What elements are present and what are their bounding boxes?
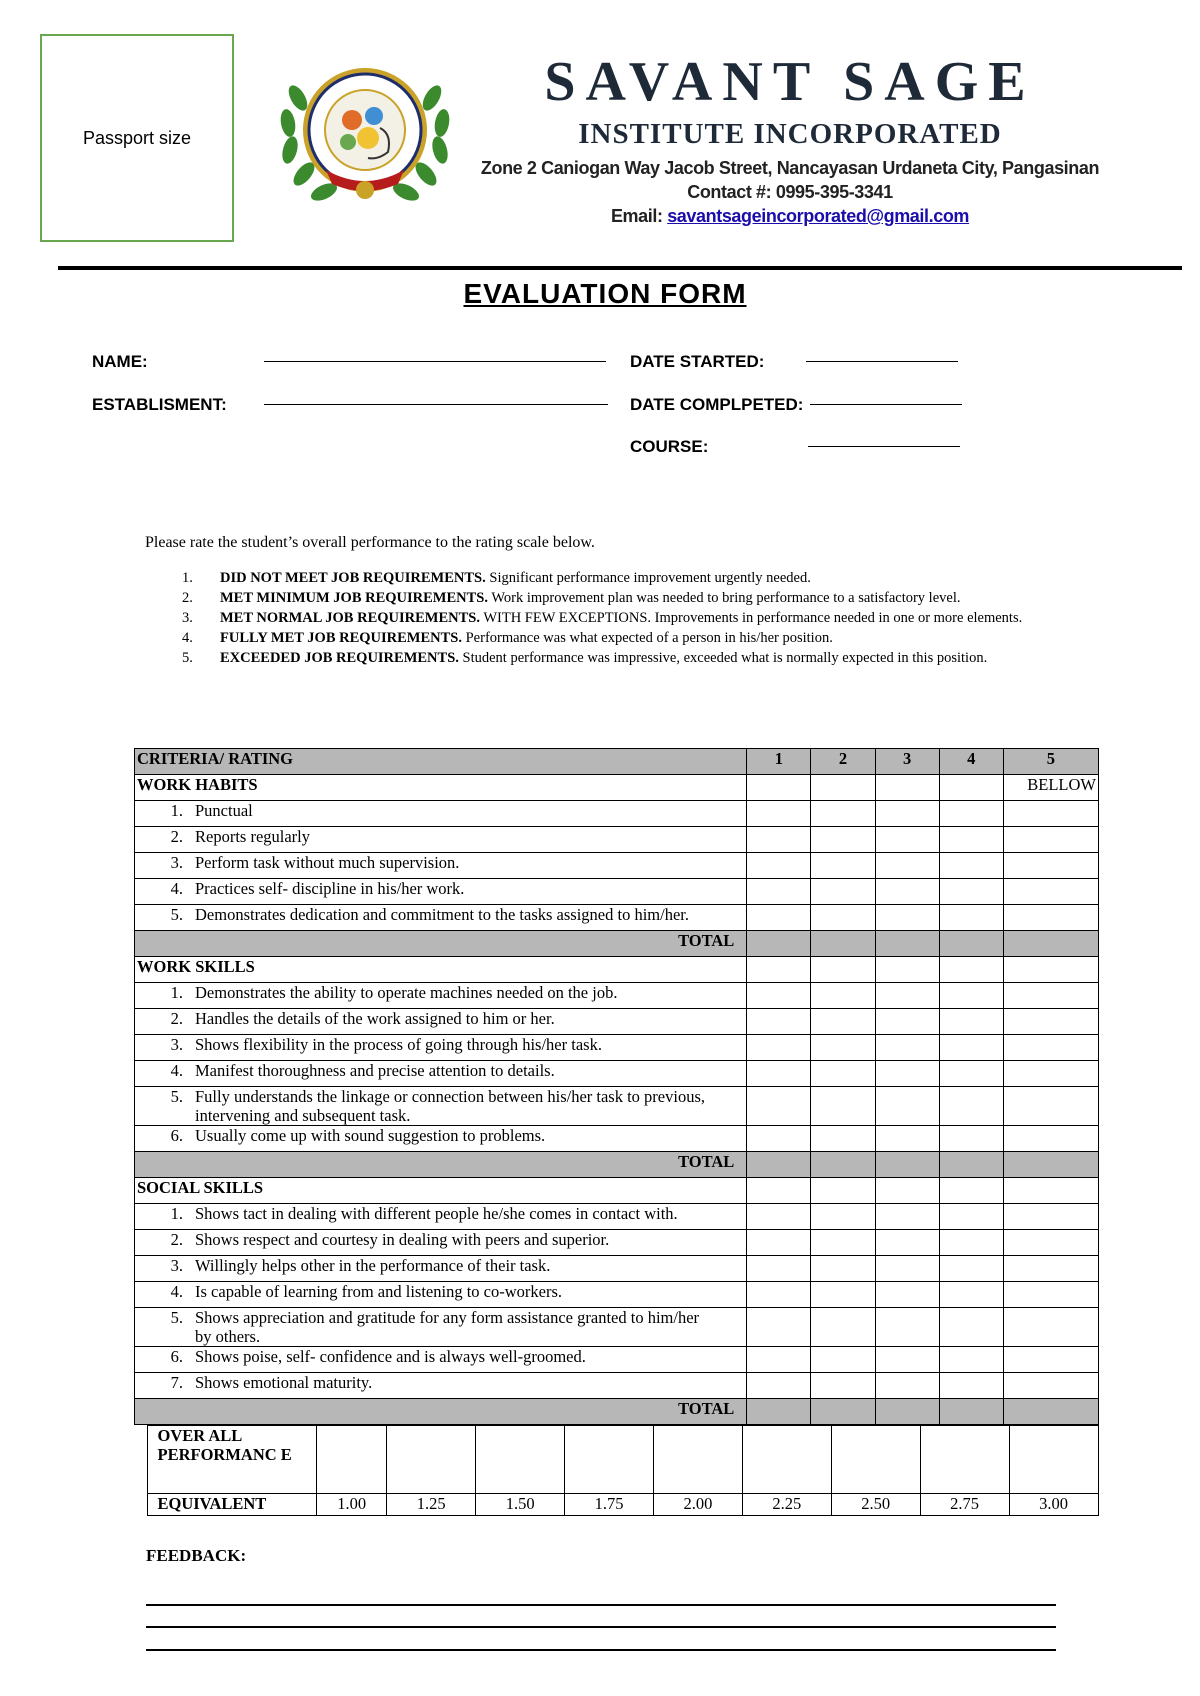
rating-cell[interactable]: [747, 1282, 811, 1308]
rating-cell[interactable]: [811, 853, 875, 879]
overall-cell[interactable]: [317, 1426, 387, 1494]
overall-label: OVER ALL PERFORMANC E: [147, 1426, 317, 1494]
total-cell[interactable]: [939, 931, 1003, 957]
scale-num: 4.: [182, 630, 193, 646]
rating-cell[interactable]: [811, 1035, 875, 1061]
rating-cell[interactable]: [811, 1009, 875, 1035]
section-title-row: [135, 957, 1099, 983]
criteria-text: Shows respect and courtesy in dealing with peers and superior.: [195, 1230, 610, 1249]
total-cell[interactable]: [1003, 1399, 1098, 1425]
rating-cell[interactable]: [1003, 1230, 1098, 1256]
criteria-number: 4.: [170, 1061, 183, 1080]
rating-cell[interactable]: [875, 1308, 939, 1347]
criteria-text: Shows emotional maturity.: [195, 1373, 373, 1392]
rating-cell[interactable]: [1003, 853, 1098, 879]
rating-cell[interactable]: [875, 1282, 939, 1308]
date-started-field[interactable]: [806, 360, 958, 362]
criteria-number: 3.: [170, 1256, 183, 1275]
rating-cell[interactable]: [811, 827, 875, 853]
scale-item: [170, 648, 1070, 668]
rating-cell[interactable]: [939, 853, 1003, 879]
overall-cell[interactable]: [742, 1426, 831, 1494]
scale-desc: Work improvement plan was needed to bring performance to a satisfactory level.: [488, 590, 961, 606]
section-title-row: [135, 1178, 1099, 1204]
rating-cell[interactable]: [1003, 1308, 1098, 1347]
total-cell[interactable]: [1003, 1152, 1098, 1178]
overall-row: [135, 1425, 1099, 1517]
criteria-cell: [135, 1282, 747, 1308]
criteria-cell: [135, 1087, 747, 1126]
rating-cell[interactable]: [1003, 1373, 1098, 1399]
rating-cell: [811, 1178, 875, 1204]
table-row: [135, 827, 1099, 853]
rating-cell[interactable]: [939, 801, 1003, 827]
total-cell[interactable]: [875, 931, 939, 957]
rating-cell[interactable]: [875, 1035, 939, 1061]
criteria-cell: [135, 1035, 747, 1061]
evaluation-table-body: [135, 749, 1099, 1517]
rating-cell: [939, 1178, 1003, 1204]
criteria-text: Usually come up with sound suggestion to problems.: [195, 1126, 546, 1145]
institute-contact: Contact #: 0995-395-3341: [687, 182, 893, 202]
table-row: [135, 1126, 1099, 1152]
rating-cell: [747, 1178, 811, 1204]
rating-cell[interactable]: [811, 905, 875, 931]
scale-title: EXCEEDED JOB REQUIREMENTS.: [220, 650, 459, 666]
rating-cell[interactable]: [875, 1009, 939, 1035]
scale-item: [170, 568, 1070, 588]
rating-cell[interactable]: [939, 1230, 1003, 1256]
table-row: [135, 1087, 1099, 1126]
rating-cell[interactable]: [939, 1256, 1003, 1282]
name-label: NAME:: [92, 352, 148, 371]
criteria-number: 4.: [170, 879, 183, 898]
criteria-cell: [135, 983, 747, 1009]
rating-cell[interactable]: [1003, 801, 1098, 827]
rating-cell[interactable]: [811, 1061, 875, 1087]
scale-title: MET NORMAL JOB REQUIREMENTS.: [220, 610, 480, 626]
rating-cell[interactable]: [747, 1126, 811, 1152]
table-row: [135, 1035, 1099, 1061]
criteria-cell: [135, 801, 747, 827]
scale-desc: Performance was what expected of a person in his/her position.: [461, 630, 833, 646]
date-started-label: DATE STARTED:: [630, 352, 765, 371]
rating-cell: [811, 775, 875, 801]
rating-cell[interactable]: [1003, 905, 1098, 931]
rating-cell[interactable]: [875, 801, 939, 827]
criteria-number: 5.: [170, 1087, 183, 1106]
criteria-number: 7.: [170, 1373, 183, 1392]
rating-cell[interactable]: [1003, 1035, 1098, 1061]
rating-cell[interactable]: [1003, 1282, 1098, 1308]
institute-email-row: [470, 206, 1110, 227]
institute-name: SAVANT SAGE: [544, 51, 1036, 113]
rating-cell[interactable]: [747, 1061, 811, 1087]
criteria-text: Demonstrates dedication and commitment to the tasks assigned to him/her.: [195, 905, 689, 924]
rating-cell[interactable]: [939, 1282, 1003, 1308]
date-completed-field[interactable]: [810, 403, 962, 405]
table-row: [135, 1373, 1099, 1399]
rating-cell: [875, 1178, 939, 1204]
overall-cell[interactable]: [831, 1426, 920, 1494]
criteria-cell: [135, 1373, 747, 1399]
criteria-text: Is capable of learning from and listening to co-workers.: [195, 1282, 563, 1301]
table-row: [135, 1347, 1099, 1373]
scale-num: 5.: [182, 650, 193, 666]
criteria-text: Willingly helps other in the performance of their task.: [195, 1256, 551, 1275]
criteria-number: 1.: [170, 801, 183, 820]
email-link[interactable]: savantsageincorporated@gmail.com: [667, 206, 970, 226]
bellow-label: BELLOW: [1003, 775, 1098, 801]
equivalent-value: 2.25: [742, 1494, 831, 1516]
rating-cell[interactable]: [939, 827, 1003, 853]
criteria-number: 2.: [170, 827, 183, 846]
feedback-label: FEEDBACK:: [146, 1546, 247, 1565]
feedback-line[interactable]: [146, 1604, 1056, 1606]
rating-cell[interactable]: [747, 983, 811, 1009]
rating-cell[interactable]: [811, 1308, 875, 1347]
rating-cell[interactable]: [1003, 1009, 1098, 1035]
total-cell[interactable]: [939, 1152, 1003, 1178]
rating-cell: [1003, 957, 1098, 983]
criteria-number: 1.: [170, 983, 183, 1002]
total-label: TOTAL: [135, 1152, 747, 1178]
criteria-cell: [135, 1009, 747, 1035]
criteria-text: Fully understands the linkage or connection between his/her task to previous, intervening and subsequent task.: [195, 1087, 706, 1125]
rating-cell[interactable]: [939, 1308, 1003, 1347]
overall-cell[interactable]: [387, 1426, 476, 1494]
equivalent-value: 1.00: [317, 1494, 387, 1516]
total-cell[interactable]: [747, 1399, 811, 1425]
overall-cell[interactable]: [920, 1426, 1009, 1494]
overall-performance-row: [147, 1426, 1098, 1494]
total-cell[interactable]: [747, 1152, 811, 1178]
rating-cell[interactable]: [747, 1256, 811, 1282]
rating-cell[interactable]: [1003, 1087, 1098, 1126]
criteria-number: 5.: [170, 905, 183, 924]
scale-num: 3.: [182, 610, 193, 626]
total-cell[interactable]: [811, 1152, 875, 1178]
rating-cell[interactable]: [939, 983, 1003, 1009]
rating-cell[interactable]: [875, 1087, 939, 1126]
total-cell[interactable]: [875, 1152, 939, 1178]
rating-cell[interactable]: [875, 1204, 939, 1230]
criteria-number: 2.: [170, 1230, 183, 1249]
equivalent-row: [147, 1494, 1098, 1516]
criteria-number: 1.: [170, 1204, 183, 1223]
criteria-cell: [135, 853, 747, 879]
feedback-line[interactable]: [146, 1649, 1056, 1651]
rating-header-5: 5: [1003, 749, 1098, 775]
criteria-cell: [135, 1061, 747, 1087]
criteria-text: Reports regularly: [195, 827, 311, 846]
rating-cell: [939, 775, 1003, 801]
email-label: Email:: [610, 206, 663, 226]
table-row: [135, 1009, 1099, 1035]
scale-item: [170, 588, 1070, 608]
institute-seal-logo: [276, 58, 454, 208]
rating-cell[interactable]: [875, 1061, 939, 1087]
rating-cell[interactable]: [747, 1087, 811, 1126]
rating-cell[interactable]: [747, 905, 811, 931]
equivalent-label: EQUIVALENT: [147, 1494, 317, 1516]
overall-container: [135, 1425, 1099, 1517]
rating-cell[interactable]: [1003, 1347, 1098, 1373]
total-cell[interactable]: [1003, 931, 1098, 957]
scale-desc: Student performance was impressive, exceeded what is normally expected in this position.: [458, 650, 988, 666]
table-row: [135, 879, 1099, 905]
overall-cell[interactable]: [565, 1426, 654, 1494]
header-divider: [58, 266, 1182, 270]
rating-cell[interactable]: [811, 1347, 875, 1373]
rating-cell[interactable]: [747, 801, 811, 827]
rating-header-2: 2: [811, 749, 875, 775]
rating-cell[interactable]: [1003, 1061, 1098, 1087]
scale-title: DID NOT MEET JOB REQUIREMENTS.: [220, 570, 486, 586]
table-header-row: [135, 749, 1099, 775]
rating-cell[interactable]: [747, 1204, 811, 1230]
rating-cell[interactable]: [939, 879, 1003, 905]
rating-cell[interactable]: [747, 1230, 811, 1256]
rating-cell[interactable]: [875, 1347, 939, 1373]
scale-title: MET MINIMUM JOB REQUIREMENTS.: [220, 590, 488, 606]
rating-cell[interactable]: [1003, 983, 1098, 1009]
course-field[interactable]: [808, 445, 960, 447]
rating-cell[interactable]: [939, 905, 1003, 931]
criteria-number: 2.: [170, 1009, 183, 1028]
total-row: [135, 931, 1099, 957]
scale-num: 2.: [182, 590, 193, 606]
rating-cell[interactable]: [1003, 879, 1098, 905]
criteria-cell: [135, 1256, 747, 1282]
equivalent-value: 2.50: [831, 1494, 920, 1516]
criteria-number: 3.: [170, 853, 183, 872]
criteria-text: Manifest thoroughness and precise attention to details.: [195, 1061, 555, 1080]
total-cell[interactable]: [811, 931, 875, 957]
criteria-cell: [135, 827, 747, 853]
rating-cell[interactable]: [939, 1009, 1003, 1035]
rating-cell[interactable]: [875, 1230, 939, 1256]
rating-cell[interactable]: [747, 1308, 811, 1347]
total-label: TOTAL: [135, 1399, 747, 1425]
rating-cell[interactable]: [811, 1126, 875, 1152]
total-row: [135, 1152, 1099, 1178]
criteria-cell: [135, 1347, 747, 1373]
scale-desc: WITH FEW EXCEPTIONS. Improvements in performance needed in one or more elements.: [479, 610, 1023, 626]
total-label: TOTAL: [135, 931, 747, 957]
total-cell[interactable]: [747, 931, 811, 957]
establishment-label: ESTABLISMENT:: [92, 395, 227, 414]
rating-scale-list: [170, 568, 1070, 668]
evaluation-table: [134, 748, 1099, 1516]
rating-cell[interactable]: [811, 1087, 875, 1126]
rating-cell[interactable]: [939, 1061, 1003, 1087]
scale-num: 1.: [182, 570, 193, 586]
section-title-row: [135, 775, 1099, 801]
overall-cell[interactable]: [1009, 1426, 1098, 1494]
rating-cell[interactable]: [1003, 827, 1098, 853]
rating-cell: [875, 957, 939, 983]
rating-cell: [1003, 1178, 1098, 1204]
form-title: EVALUATION FORM: [463, 278, 747, 309]
rating-cell[interactable]: [939, 1035, 1003, 1061]
rating-cell[interactable]: [747, 1035, 811, 1061]
criteria-cell: [135, 1126, 747, 1152]
criteria-text: Demonstrates the ability to operate machines needed on the job.: [195, 983, 618, 1002]
rating-cell[interactable]: [939, 1373, 1003, 1399]
criteria-number: 6.: [170, 1126, 183, 1145]
criteria-number: 3.: [170, 1035, 183, 1054]
feedback-line[interactable]: [146, 1626, 1056, 1628]
equivalent-value: 2.75: [920, 1494, 1009, 1516]
criteria-text: Perform task without much supervision.: [195, 853, 460, 872]
criteria-cell: [135, 1204, 747, 1230]
rating-cell[interactable]: [875, 1373, 939, 1399]
overall-cell[interactable]: [476, 1426, 565, 1494]
rating-cell[interactable]: [811, 1256, 875, 1282]
rating-cell[interactable]: [747, 879, 811, 905]
criteria-number: 4.: [170, 1282, 183, 1301]
rating-header-3: 3: [875, 749, 939, 775]
rating-cell[interactable]: [939, 1087, 1003, 1126]
total-cell[interactable]: [939, 1399, 1003, 1425]
rating-cell: [875, 775, 939, 801]
table-row: [135, 905, 1099, 931]
table-row: [135, 1282, 1099, 1308]
rating-cell[interactable]: [747, 1009, 811, 1035]
rating-cell[interactable]: [875, 983, 939, 1009]
institute-address: Zone 2 Caniogan Way Jacob Street, Nancayasan Urdaneta City, Pangasinan: [480, 158, 1100, 178]
rating-cell[interactable]: [747, 827, 811, 853]
establishment-field[interactable]: [264, 403, 608, 405]
date-completed-label: DATE COMPLPETED:: [630, 395, 804, 414]
rating-header-4: 4: [939, 749, 1003, 775]
rating-cell[interactable]: [875, 905, 939, 931]
rating-cell[interactable]: [811, 1230, 875, 1256]
equivalent-value: 3.00: [1009, 1494, 1098, 1516]
institute-subtitle: INSTITUTE INCORPORATED: [578, 118, 1002, 150]
passport-photo-box: [40, 34, 234, 242]
rating-cell[interactable]: [747, 853, 811, 879]
table-row: [135, 1308, 1099, 1347]
rating-cell[interactable]: [811, 983, 875, 1009]
rating-cell[interactable]: [875, 1126, 939, 1152]
rating-cell[interactable]: [1003, 1126, 1098, 1152]
rating-cell[interactable]: [811, 1282, 875, 1308]
rating-cell: [747, 957, 811, 983]
rating-cell[interactable]: [811, 801, 875, 827]
rating-cell: [747, 775, 811, 801]
rating-cell[interactable]: [811, 1204, 875, 1230]
scale-item: [170, 608, 1070, 628]
rating-cell: [939, 957, 1003, 983]
rating-cell[interactable]: [1003, 1204, 1098, 1230]
scale-item: [170, 628, 1070, 648]
table-row: [135, 983, 1099, 1009]
passport-label: Passport size: [82, 127, 192, 148]
equivalent-value: 1.75: [565, 1494, 654, 1516]
criteria-text: Shows appreciation and gratitude for any form assistance granted to him/her by others.: [195, 1308, 700, 1346]
course-label: COURSE:: [630, 437, 709, 456]
rating-cell[interactable]: [939, 1126, 1003, 1152]
rating-cell[interactable]: [875, 1256, 939, 1282]
equivalent-value: 2.00: [653, 1494, 742, 1516]
table-row: [135, 1204, 1099, 1230]
criteria-cell: [135, 905, 747, 931]
overall-table: [147, 1425, 1099, 1516]
section-title: WORK HABITS: [135, 775, 747, 801]
rating-cell[interactable]: [747, 1373, 811, 1399]
total-cell[interactable]: [811, 1399, 875, 1425]
total-cell[interactable]: [875, 1399, 939, 1425]
table-row: [135, 1230, 1099, 1256]
table-row: [135, 853, 1099, 879]
section-title: WORK SKILLS: [135, 957, 747, 983]
rating-cell: [811, 957, 875, 983]
table-row: [135, 1256, 1099, 1282]
equivalent-value: 1.25: [387, 1494, 476, 1516]
rating-cell[interactable]: [875, 853, 939, 879]
criteria-text: Shows flexibility in the process of going through his/her task.: [195, 1035, 602, 1054]
table-row: [135, 1061, 1099, 1087]
name-field[interactable]: [264, 360, 606, 362]
rating-cell[interactable]: [811, 879, 875, 905]
rating-cell[interactable]: [811, 1373, 875, 1399]
overall-cell[interactable]: [653, 1426, 742, 1494]
criteria-text: Practices self- discipline in his/her work.: [195, 879, 465, 898]
criteria-number: 6.: [170, 1347, 183, 1366]
table-row: [135, 801, 1099, 827]
rating-cell[interactable]: [747, 1347, 811, 1373]
criteria-cell: [135, 1230, 747, 1256]
rating-cell[interactable]: [875, 879, 939, 905]
rating-instructions: Please rate the student’s overall performance to the rating scale below.: [145, 534, 595, 551]
section-title: SOCIAL SKILLS: [135, 1178, 747, 1204]
criteria-text: Handles the details of the work assigned to him or her.: [195, 1009, 555, 1028]
criteria-text: Punctual: [195, 801, 253, 820]
scale-title: FULLY MET JOB REQUIREMENTS.: [220, 630, 462, 646]
rating-cell[interactable]: [939, 1204, 1003, 1230]
criteria-text: Shows poise, self- confidence and is always well-groomed.: [195, 1347, 586, 1366]
equivalent-value: 1.50: [476, 1494, 565, 1516]
scale-desc: Significant performance improvement urgently needed.: [485, 570, 811, 586]
rating-header-1: 1: [747, 749, 811, 775]
rating-cell[interactable]: [939, 1347, 1003, 1373]
rating-cell[interactable]: [875, 827, 939, 853]
criteria-cell: [135, 1308, 747, 1347]
criteria-header: CRITERIA/ RATING: [135, 749, 747, 775]
criteria-number: 5.: [170, 1308, 183, 1327]
criteria-cell: [135, 879, 747, 905]
criteria-text: Shows tact in dealing with different people he/she comes in contact with.: [195, 1204, 678, 1223]
total-row: [135, 1399, 1099, 1425]
rating-cell[interactable]: [1003, 1256, 1098, 1282]
